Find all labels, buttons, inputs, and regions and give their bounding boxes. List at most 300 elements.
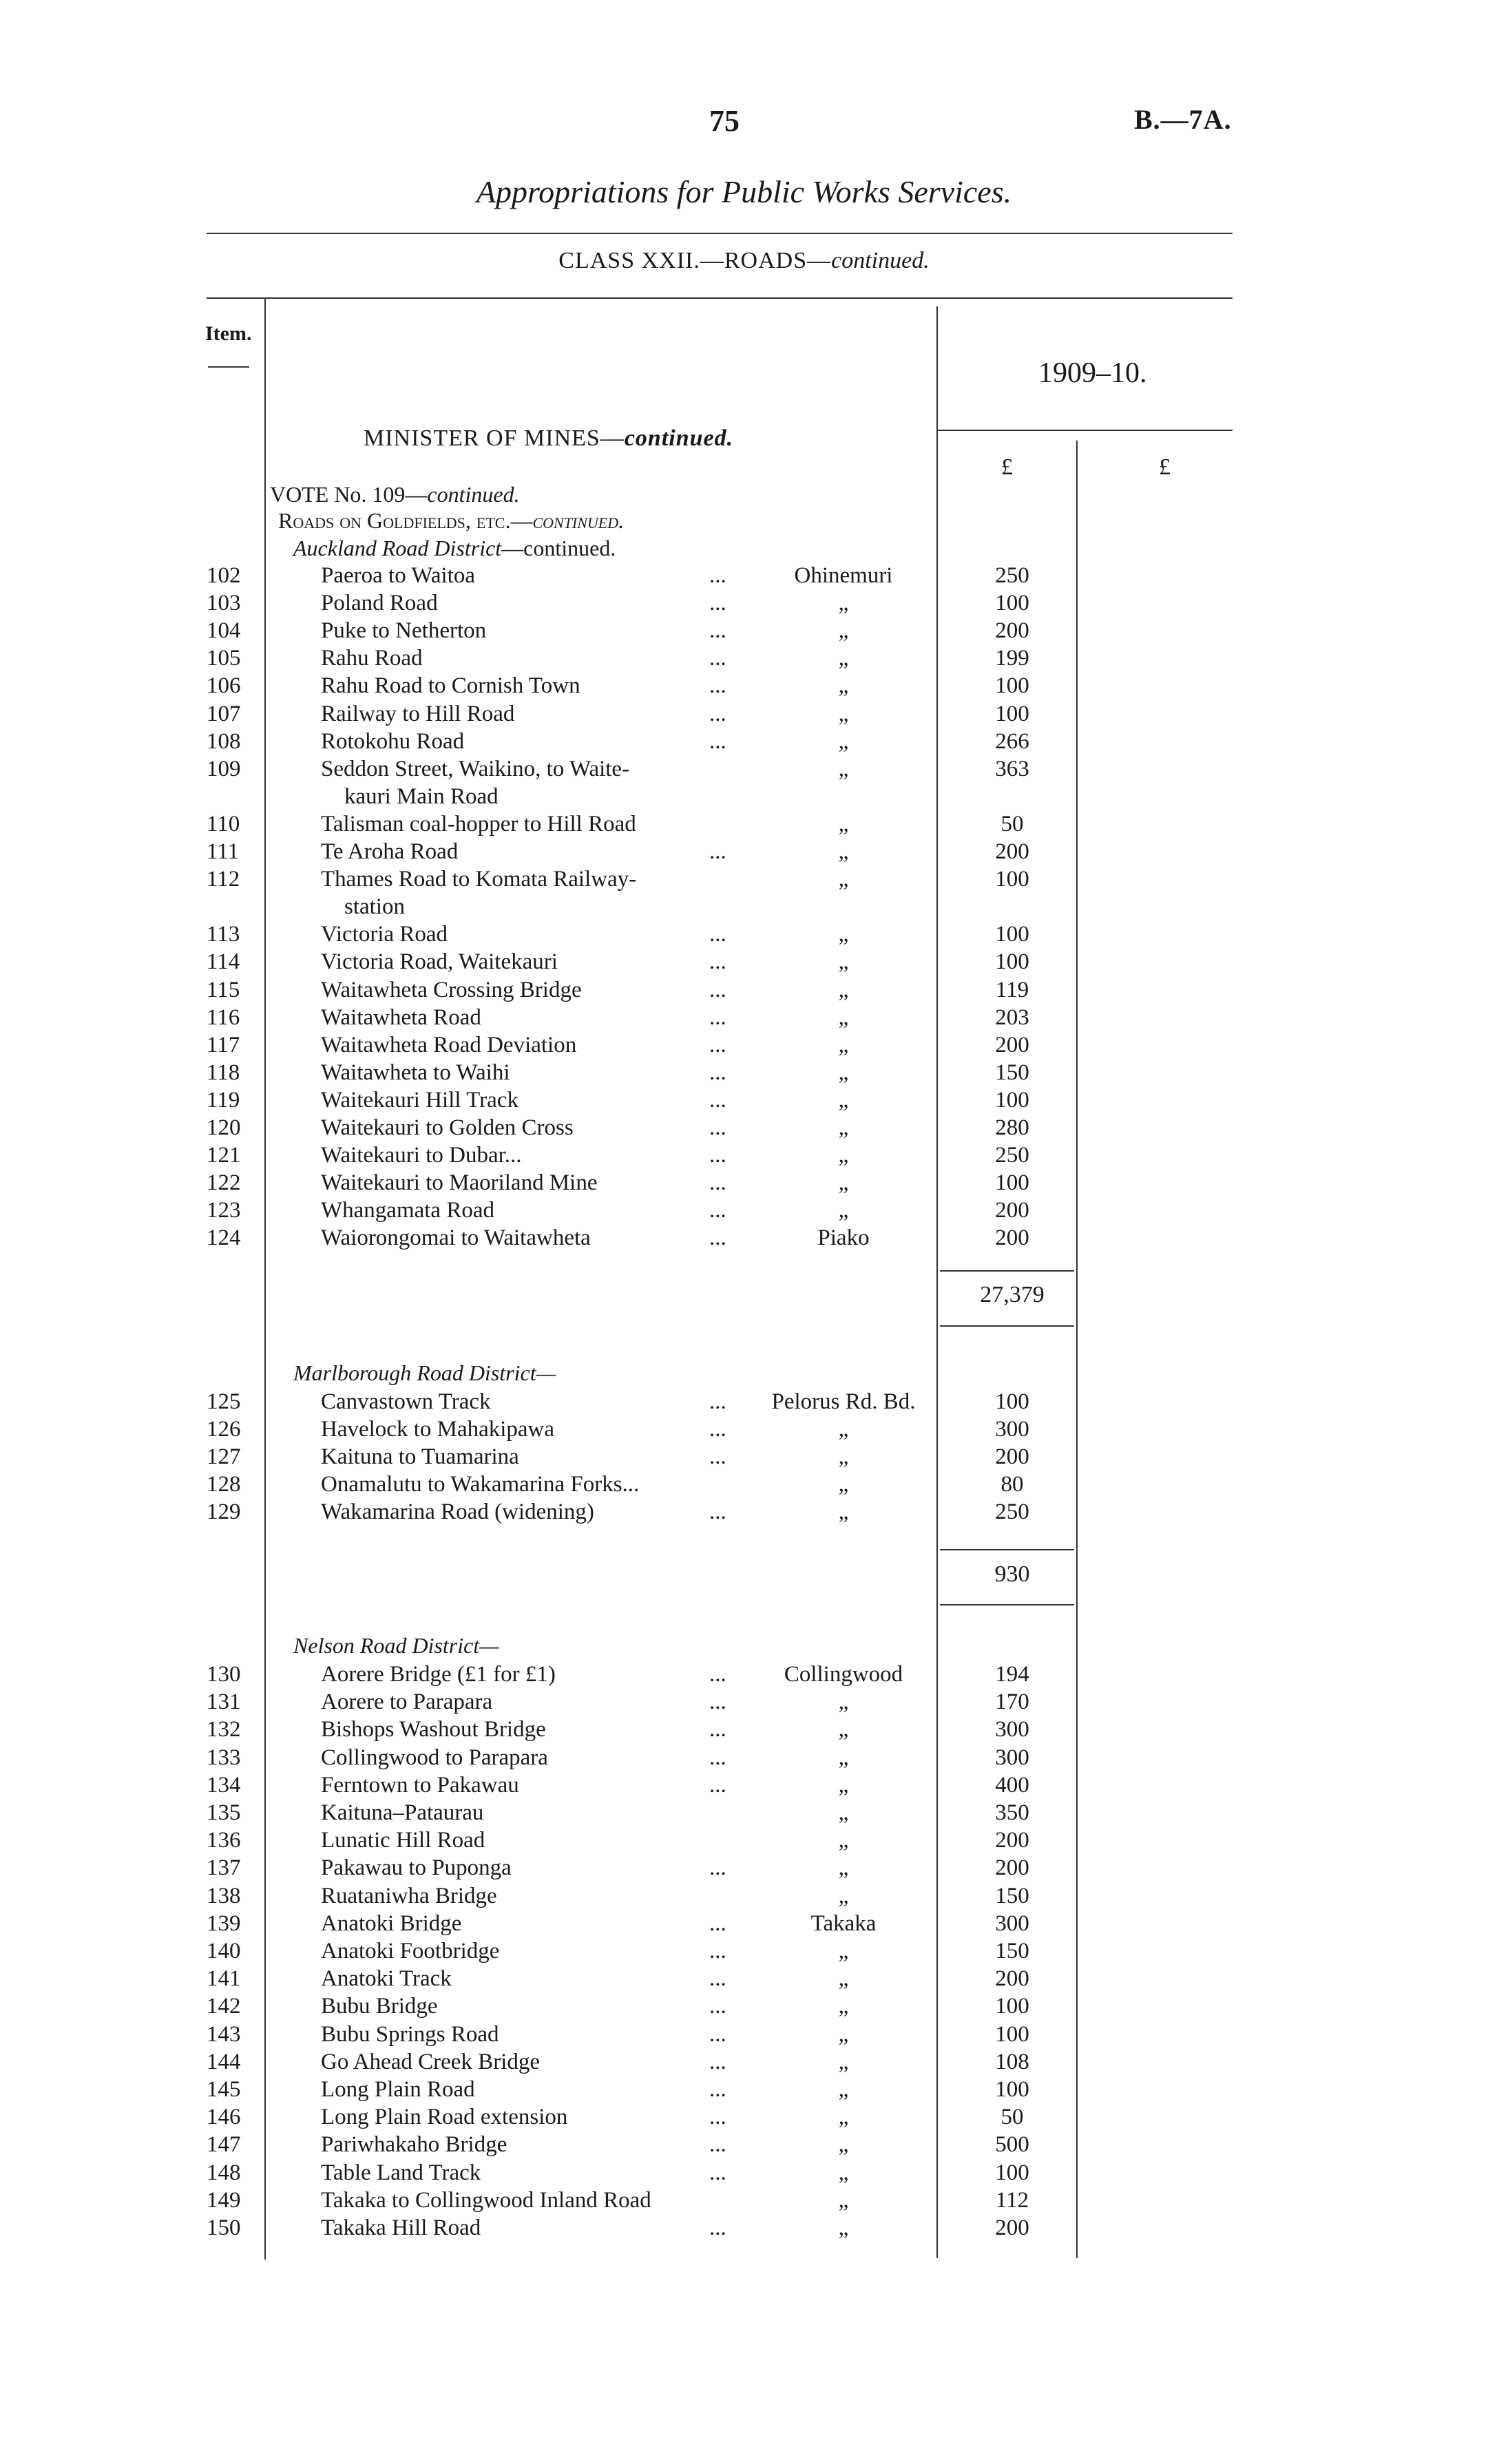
minister-heading-main: MINISTER OF MINES— bbox=[364, 425, 625, 451]
dot-leader: ... bbox=[709, 1143, 726, 1168]
item-description: Havelock to Mahakipawa bbox=[321, 1417, 555, 1442]
item-description: Aorere to Parapara bbox=[321, 1689, 493, 1715]
table-row bbox=[0, 976, 1488, 1004]
amount-unit-label: £ bbox=[1001, 454, 1013, 480]
item-description: Go Ahead Creek Bridge bbox=[321, 2049, 540, 2074]
item-description: Waitekauri Hill Track bbox=[321, 1087, 518, 1113]
road-district: „ bbox=[838, 2215, 849, 2240]
table-row bbox=[0, 2021, 1488, 2048]
dot-leader: ... bbox=[709, 1662, 726, 1687]
item-description: Waitekauri to Maoriland Mine bbox=[321, 1170, 598, 1196]
road-district: „ bbox=[838, 591, 849, 616]
item-description: Victoria Road, Waitekauri bbox=[321, 949, 558, 975]
table-row bbox=[0, 1937, 1488, 1965]
table-row bbox=[0, 1716, 1488, 1743]
item-number: 145 bbox=[207, 2077, 241, 2102]
item-description: Railway to Hill Road bbox=[321, 701, 515, 726]
district-heading-name: Nelson Road District— bbox=[293, 1633, 499, 1658]
dot-leader: ... bbox=[709, 563, 726, 588]
amount: 100 bbox=[995, 701, 1029, 726]
amount: 300 bbox=[995, 1745, 1029, 1770]
table-row bbox=[0, 2103, 1488, 2131]
road-district: „ bbox=[838, 701, 849, 726]
item-number: 121 bbox=[207, 1143, 241, 1168]
amount: 200 bbox=[995, 618, 1029, 644]
item-number: 136 bbox=[207, 1828, 241, 1853]
amount: 100 bbox=[995, 1389, 1029, 1414]
document-reference: B.—7A. bbox=[1134, 104, 1232, 135]
dot-leader: ... bbox=[709, 2077, 726, 2102]
dot-leader: ... bbox=[709, 1910, 726, 1936]
amount: 280 bbox=[995, 1115, 1029, 1140]
item-description: Waitawheta Crossing Bridge bbox=[321, 977, 582, 1002]
item-number: 106 bbox=[207, 673, 241, 699]
road-district: „ bbox=[838, 1828, 849, 1853]
district-heading-auckland bbox=[293, 536, 616, 561]
year-column-header: 1909–10. bbox=[1038, 357, 1147, 389]
item-description: Waitawheta Road Deviation bbox=[321, 1032, 577, 1057]
item-number: 113 bbox=[207, 922, 240, 947]
table-row bbox=[0, 1471, 1488, 1498]
item-description: Te Aroha Road bbox=[321, 839, 459, 864]
roads-heading bbox=[278, 508, 624, 534]
road-district: Piako bbox=[817, 1225, 870, 1251]
item-description: Long Plain Road bbox=[321, 2077, 475, 2102]
roads-heading-main: Roads on Goldfields, etc.— bbox=[278, 508, 533, 533]
item-number: 147 bbox=[207, 2132, 241, 2158]
item-number: 120 bbox=[207, 1115, 241, 1140]
amount: 50 bbox=[1000, 811, 1024, 836]
amount: 200 bbox=[995, 1855, 1029, 1881]
table-row bbox=[0, 1388, 1488, 1415]
item-number: 105 bbox=[207, 646, 241, 671]
road-district: Takaka bbox=[810, 1910, 877, 1936]
item-number: 102 bbox=[207, 563, 241, 588]
table-row bbox=[0, 1443, 1488, 1471]
table-row bbox=[0, 1744, 1488, 1771]
road-district: „ bbox=[838, 1417, 849, 1442]
road-district: „ bbox=[838, 1444, 849, 1469]
dot-leader: ... bbox=[709, 1225, 726, 1251]
item-number: 122 bbox=[207, 1170, 241, 1196]
item-number: 128 bbox=[207, 1472, 241, 1497]
table-row bbox=[0, 1169, 1488, 1197]
dot-leader: ... bbox=[709, 701, 726, 726]
item-number: 141 bbox=[207, 1966, 241, 1992]
item-description: Rotokohu Road bbox=[321, 728, 465, 754]
item-description: Lunatic Hill Road bbox=[321, 1828, 485, 1853]
dot-leader: ... bbox=[709, 1994, 726, 2019]
dot-leader: ... bbox=[709, 1004, 726, 1030]
dot-leader: ... bbox=[709, 2105, 726, 2130]
item-description: Victoria Road bbox=[321, 922, 448, 947]
amount: 194 bbox=[995, 1662, 1029, 1687]
item-description: Onamalutu to Wakamarina Forks... bbox=[321, 1472, 640, 1497]
minister-heading-continued: continued. bbox=[624, 425, 734, 451]
road-district: „ bbox=[838, 1143, 849, 1168]
item-number: 146 bbox=[207, 2105, 241, 2130]
item-description: Waitekauri to Golden Cross bbox=[321, 1115, 574, 1140]
road-district: „ bbox=[838, 1745, 849, 1770]
table-row bbox=[0, 2076, 1488, 2103]
road-district: Collingwood bbox=[784, 1662, 903, 1687]
dot-leader: ... bbox=[709, 977, 726, 1002]
dot-leader: ... bbox=[709, 1389, 726, 1414]
road-district: „ bbox=[838, 2187, 849, 2213]
amount: 200 bbox=[995, 2215, 1029, 2240]
item-number: 131 bbox=[207, 1689, 241, 1715]
amount: 100 bbox=[995, 949, 1029, 975]
item-number: 140 bbox=[207, 1939, 241, 1963]
item-description: Bubu Bridge bbox=[321, 1994, 438, 2019]
district-heading-marlborough bbox=[293, 1360, 556, 1386]
item-number: 127 bbox=[207, 1444, 241, 1469]
table-row bbox=[0, 562, 1488, 589]
item-number: 112 bbox=[207, 867, 240, 892]
item-number: 125 bbox=[207, 1389, 241, 1414]
vote-heading bbox=[270, 482, 520, 507]
table-row bbox=[0, 810, 1488, 838]
item-description-continued: kauri Main Road bbox=[344, 783, 499, 809]
road-district: „ bbox=[838, 646, 849, 671]
road-district: „ bbox=[838, 1170, 849, 1196]
item-description: Thames Road to Komata Railway- bbox=[321, 867, 637, 892]
item-number: 117 bbox=[207, 1032, 240, 1057]
amount: 170 bbox=[995, 1689, 1029, 1715]
amount: 100 bbox=[995, 922, 1029, 947]
district-heading-nelson bbox=[293, 1633, 499, 1659]
item-number: 138 bbox=[207, 1883, 241, 1908]
amount: 300 bbox=[995, 1910, 1029, 1936]
dot-leader: ... bbox=[709, 1115, 726, 1140]
table-row bbox=[0, 644, 1488, 672]
dot-leader: ... bbox=[709, 1745, 726, 1770]
table-row bbox=[0, 1114, 1488, 1141]
road-district: „ bbox=[838, 1717, 849, 1742]
vote-heading-main: VOTE No. 109— bbox=[270, 482, 428, 507]
table-row-continuation bbox=[0, 893, 1488, 920]
item-description: Rahu Road bbox=[321, 646, 423, 671]
road-district: „ bbox=[838, 1994, 849, 2019]
table-row bbox=[0, 1882, 1488, 1910]
road-district: „ bbox=[838, 2160, 849, 2185]
amount: 100 bbox=[995, 591, 1029, 616]
item-number: 115 bbox=[207, 977, 240, 1002]
road-district: „ bbox=[838, 867, 849, 892]
dot-leader: ... bbox=[709, 1087, 726, 1113]
road-district: „ bbox=[838, 1087, 849, 1113]
dot-leader: ... bbox=[709, 1198, 726, 1223]
item-description: Ruataniwha Bridge bbox=[321, 1883, 497, 1908]
table-row bbox=[0, 1854, 1488, 1882]
amount: 500 bbox=[995, 2132, 1029, 2158]
minister-heading bbox=[364, 425, 733, 452]
dot-leader: ... bbox=[709, 1499, 726, 1524]
road-district: „ bbox=[838, 1198, 849, 1223]
table-row bbox=[0, 617, 1488, 644]
item-number: 124 bbox=[207, 1225, 241, 1251]
item-number: 103 bbox=[207, 591, 241, 616]
item-description: Rahu Road to Cornish Town bbox=[321, 673, 580, 699]
item-description: Paeroa to Waitoa bbox=[321, 563, 475, 588]
item-number: 148 bbox=[207, 2160, 241, 2185]
table-row bbox=[0, 1826, 1488, 1854]
amount: 112 bbox=[995, 2187, 1029, 2213]
table-row bbox=[0, 1086, 1488, 1114]
table-row bbox=[0, 728, 1488, 755]
item-description: Waitawheta to Waihi bbox=[321, 1060, 510, 1085]
item-description: Kaituna to Tuamarina bbox=[321, 1444, 519, 1469]
table-row bbox=[0, 589, 1488, 617]
item-description: Puke to Netherton bbox=[321, 618, 487, 644]
amount: 200 bbox=[995, 1198, 1029, 1223]
item-number: 114 bbox=[207, 949, 240, 975]
item-number: 143 bbox=[207, 2021, 241, 2047]
item-description: Table Land Track bbox=[321, 2160, 481, 2185]
amount: 50 bbox=[1000, 2105, 1024, 2130]
dot-leader: ... bbox=[709, 2215, 726, 2240]
item-number: 142 bbox=[207, 1994, 241, 2019]
class-heading-main: CLASS XXII.—ROADS— bbox=[558, 248, 832, 273]
dot-leader: ... bbox=[709, 591, 726, 616]
item-number: 111 bbox=[207, 839, 240, 864]
roads-heading-continued: continued. bbox=[532, 508, 625, 533]
road-district: „ bbox=[838, 2105, 849, 2130]
table-row bbox=[0, 1415, 1488, 1443]
table-row bbox=[0, 1771, 1488, 1799]
dot-leader: ... bbox=[709, 2160, 726, 2185]
auckland-district-total: 27,379 bbox=[980, 1282, 1045, 1307]
road-district: „ bbox=[838, 1115, 849, 1140]
class-heading bbox=[0, 248, 1488, 274]
item-description: Waiorongomai to Waitawheta bbox=[321, 1225, 591, 1251]
item-description: Canvastown Track bbox=[321, 1389, 491, 1414]
table-row bbox=[0, 1661, 1488, 1688]
item-description: Takaka Hill Road bbox=[321, 2215, 481, 2240]
table-top-rule bbox=[207, 297, 1233, 299]
dot-leader: ... bbox=[709, 646, 726, 671]
item-description: Seddon Street, Waikino, to Waite- bbox=[321, 756, 630, 781]
item-number: 144 bbox=[207, 2049, 241, 2074]
dot-leader: ... bbox=[709, 2132, 726, 2158]
amount: 200 bbox=[995, 1225, 1029, 1251]
table-row bbox=[0, 1498, 1488, 1526]
top-rule bbox=[207, 233, 1233, 234]
amount: 300 bbox=[995, 1717, 1029, 1742]
item-number: 150 bbox=[207, 2215, 241, 2240]
amount: 100 bbox=[995, 1994, 1029, 2019]
dot-leader: ... bbox=[709, 1444, 726, 1469]
table-row bbox=[0, 2048, 1488, 2076]
road-district: „ bbox=[838, 1032, 849, 1057]
dot-leader: ... bbox=[709, 1060, 726, 1085]
item-description: Bishops Washout Bridge bbox=[321, 1717, 546, 1742]
table-row bbox=[0, 2214, 1488, 2242]
dot-leader: ... bbox=[709, 673, 726, 699]
item-description: Aorere Bridge (£1 for £1) bbox=[321, 1662, 556, 1687]
item-number: 107 bbox=[207, 701, 241, 726]
amount: 250 bbox=[995, 1143, 1029, 1168]
amount: 100 bbox=[995, 1170, 1029, 1196]
page-title: Appropriations for Public Works Services. bbox=[476, 174, 1012, 209]
item-number: 135 bbox=[207, 1800, 241, 1825]
table-row bbox=[0, 1965, 1488, 1992]
item-number: 129 bbox=[207, 1499, 241, 1524]
item-number: 149 bbox=[207, 2187, 241, 2213]
item-description: Bubu Springs Road bbox=[321, 2021, 499, 2047]
amount: 350 bbox=[995, 1800, 1029, 1825]
amount: 200 bbox=[995, 1444, 1029, 1469]
item-description: Whangamata Road bbox=[321, 1198, 494, 1223]
table-row-continuation bbox=[0, 783, 1488, 810]
road-district: „ bbox=[838, 2049, 849, 2074]
dot-leader: ... bbox=[709, 1855, 726, 1881]
dot-leader: ... bbox=[709, 1417, 726, 1442]
road-district: „ bbox=[838, 1800, 849, 1825]
road-district: „ bbox=[838, 1939, 849, 1963]
dot-leader: ... bbox=[709, 1772, 726, 1798]
amount: 250 bbox=[995, 563, 1029, 588]
road-district: Ohinemuri bbox=[794, 563, 893, 588]
amount: 203 bbox=[995, 1004, 1029, 1030]
dot-leader: ... bbox=[709, 1689, 726, 1715]
item-description: Wakamarina Road (widening) bbox=[321, 1499, 594, 1524]
marlborough-total-rule bbox=[940, 1549, 1074, 1550]
item-number: 118 bbox=[207, 1060, 240, 1085]
amount: 100 bbox=[995, 867, 1029, 892]
amount: 100 bbox=[995, 673, 1029, 699]
auckland-total-underline bbox=[940, 1325, 1074, 1327]
road-district: „ bbox=[838, 1883, 849, 1908]
road-district: Pelorus Rd. Bd. bbox=[771, 1389, 916, 1414]
item-description: Anatoki Track bbox=[321, 1966, 452, 1992]
dot-leader: ... bbox=[709, 949, 726, 975]
road-district: „ bbox=[838, 949, 849, 975]
dot-leader: ... bbox=[709, 728, 726, 754]
item-description: Takaka to Collingwood Inland Road bbox=[321, 2187, 651, 2213]
dot-leader: ... bbox=[709, 1170, 726, 1196]
item-column-header: Item. bbox=[205, 322, 252, 345]
amount: 266 bbox=[995, 728, 1029, 754]
item-description: Anatoki Footbridge bbox=[321, 1939, 500, 1963]
amount: 363 bbox=[995, 756, 1029, 781]
marlborough-total-underline bbox=[940, 1604, 1074, 1605]
item-number: 134 bbox=[207, 1772, 241, 1798]
amount: 100 bbox=[995, 2160, 1029, 2185]
table-row bbox=[0, 1799, 1488, 1826]
item-description: Pariwhakaho Bridge bbox=[321, 2132, 507, 2158]
table-row bbox=[0, 838, 1488, 865]
amount: 400 bbox=[995, 1772, 1029, 1798]
amount: 150 bbox=[995, 1939, 1029, 1963]
dot-leader: ... bbox=[709, 1717, 726, 1742]
table-row bbox=[0, 1688, 1488, 1716]
road-district: „ bbox=[838, 618, 849, 644]
road-district: „ bbox=[838, 922, 849, 947]
amount: 250 bbox=[995, 1499, 1029, 1524]
road-district: „ bbox=[838, 1472, 849, 1497]
road-district: „ bbox=[838, 1855, 849, 1881]
item-description: Collingwood to Parapara bbox=[321, 1745, 548, 1770]
class-heading-continued: continued. bbox=[831, 248, 930, 273]
table-row bbox=[0, 672, 1488, 699]
item-description: Poland Road bbox=[321, 591, 438, 616]
road-district: „ bbox=[838, 1004, 849, 1030]
amount: 200 bbox=[995, 839, 1029, 864]
dot-leader: ... bbox=[709, 618, 726, 644]
amount: 80 bbox=[1000, 1472, 1024, 1497]
road-district: „ bbox=[838, 756, 849, 781]
amount: 108 bbox=[995, 2049, 1029, 2074]
road-district: „ bbox=[838, 1772, 849, 1798]
item-number: 110 bbox=[207, 811, 240, 836]
table-row bbox=[0, 1197, 1488, 1224]
item-number: 137 bbox=[207, 1855, 241, 1881]
item-number: 132 bbox=[207, 1717, 241, 1742]
road-district: „ bbox=[838, 977, 849, 1002]
item-header-underline bbox=[208, 366, 249, 368]
amount: 100 bbox=[995, 2021, 1029, 2047]
road-district: „ bbox=[838, 1499, 849, 1524]
road-district: „ bbox=[838, 811, 849, 836]
table-row bbox=[0, 865, 1488, 893]
item-number: 109 bbox=[207, 756, 241, 781]
page-number: 75 bbox=[709, 104, 740, 138]
item-number: 123 bbox=[207, 1198, 241, 1223]
road-district: „ bbox=[838, 1966, 849, 1992]
vote-heading-continued: continued. bbox=[427, 482, 520, 507]
table-row bbox=[0, 1059, 1488, 1086]
table-row bbox=[0, 2187, 1488, 2214]
item-number: 104 bbox=[207, 618, 241, 644]
table-row bbox=[0, 948, 1488, 976]
dot-leader: ... bbox=[709, 1032, 726, 1057]
table-row bbox=[0, 1141, 1488, 1169]
item-number: 116 bbox=[207, 1004, 240, 1030]
table-row bbox=[0, 700, 1488, 728]
dot-leader: ... bbox=[709, 1966, 726, 1992]
amount: 199 bbox=[995, 646, 1029, 671]
road-district: „ bbox=[838, 1060, 849, 1085]
road-district: „ bbox=[838, 728, 849, 754]
item-description: Talisman coal-hopper to Hill Road bbox=[321, 811, 636, 836]
item-number: 108 bbox=[207, 728, 241, 754]
auckland-total-rule bbox=[940, 1270, 1074, 1272]
district-heading-continued: —continued. bbox=[501, 536, 616, 560]
table-row bbox=[0, 1992, 1488, 2020]
table-row bbox=[0, 755, 1488, 783]
road-district: „ bbox=[838, 2021, 849, 2047]
amount: 100 bbox=[995, 1087, 1029, 1113]
table-row bbox=[0, 1910, 1488, 1937]
item-description: Pakawau to Puponga bbox=[321, 1855, 512, 1881]
table-row bbox=[0, 1224, 1488, 1252]
dot-leader: ... bbox=[709, 2049, 726, 2074]
item-description: Long Plain Road extension bbox=[321, 2105, 568, 2130]
dot-leader: ... bbox=[709, 2021, 726, 2047]
road-district: „ bbox=[838, 2132, 849, 2158]
amount: 150 bbox=[995, 1883, 1029, 1908]
item-number: 139 bbox=[207, 1910, 241, 1936]
item-number: 130 bbox=[207, 1662, 241, 1687]
dot-leader: ... bbox=[709, 839, 726, 864]
road-district: „ bbox=[838, 839, 849, 864]
dot-leader: ... bbox=[709, 922, 726, 947]
road-district: „ bbox=[838, 2077, 849, 2102]
dot-leader: ... bbox=[709, 1939, 726, 1963]
table-row bbox=[0, 1031, 1488, 1059]
item-number: 119 bbox=[207, 1087, 240, 1113]
